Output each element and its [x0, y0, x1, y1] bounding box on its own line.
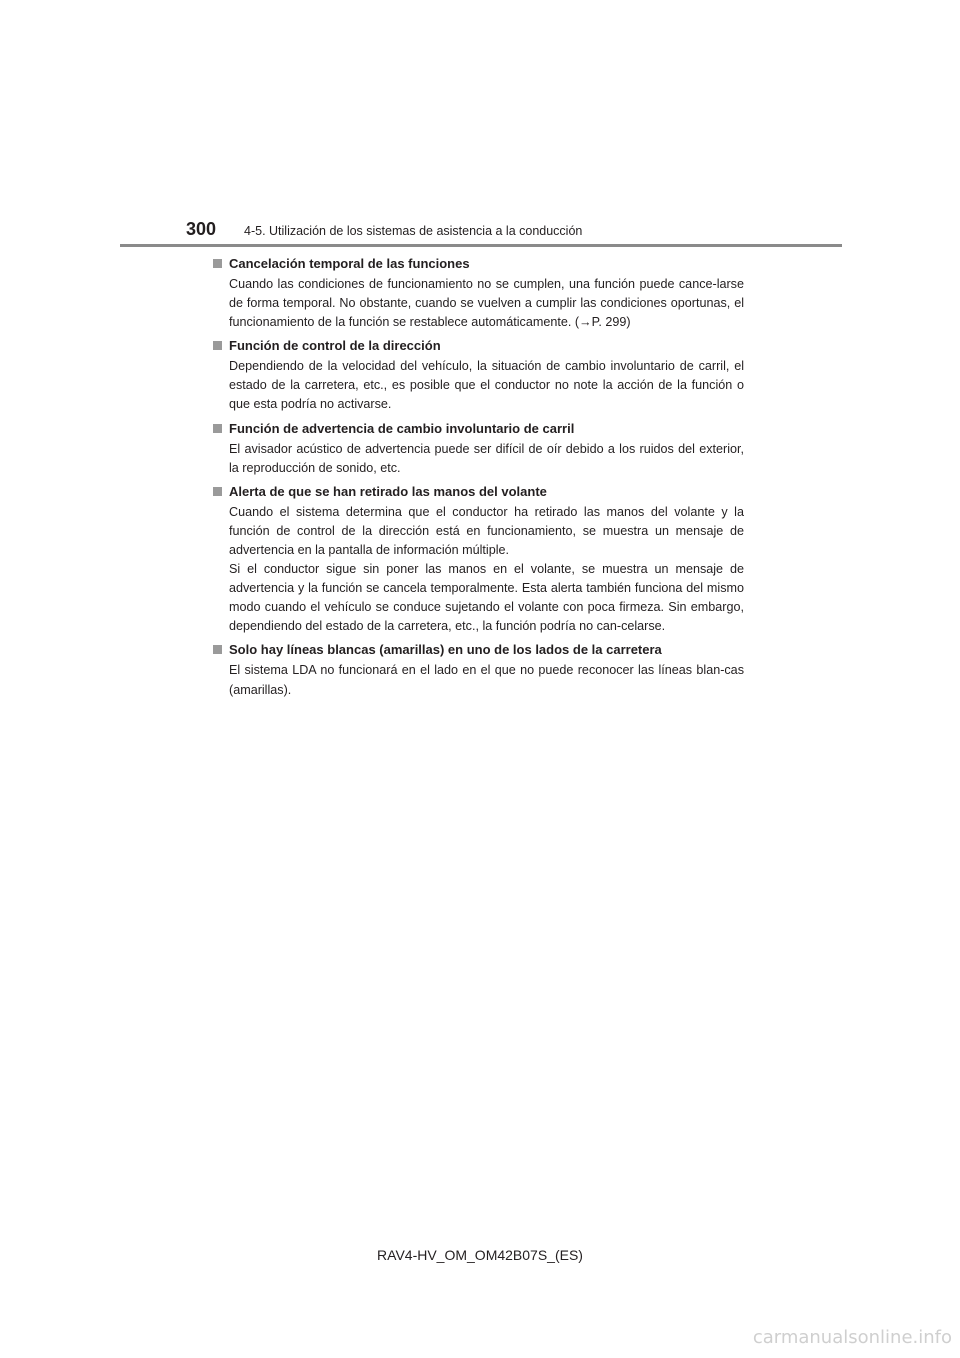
section-lineas-un-lado	[212, 642, 744, 699]
section-heading	[212, 484, 744, 500]
square-bullet-icon	[213, 487, 222, 496]
section-heading-text: Función de advertencia de cambio involuntario de carril	[229, 420, 575, 436]
section-body	[212, 275, 744, 332]
section-heading	[212, 421, 744, 437]
section-heading	[212, 256, 744, 272]
section-alerta-manos-volante	[212, 484, 744, 637]
page-number: 300	[186, 219, 217, 239]
square-bullet-icon	[213, 259, 222, 268]
paragraph: El sistema LDA no funcionará en el lado en el que no puede reconocer las líneas blan-cas (amarillas).	[229, 663, 744, 697]
section-body	[212, 661, 744, 699]
square-bullet-icon	[213, 645, 222, 654]
section-heading-text: Función de control de la dirección	[229, 338, 441, 354]
header-rule	[120, 244, 842, 247]
page-content	[212, 256, 744, 706]
paragraph: Cuando el sistema determina que el conductor ha retirado las manos del volante y la función de control de la dirección está en funcionamiento, se muestra un mensaje de advertencia en la pantalla de información múltiple.	[229, 504, 744, 557]
paragraph: Dependiendo de la velocidad del vehículo, la situación de cambio involuntario de carril, el estado de la carretera, etc., es posible que el conductor no note la acción de la función o que esta podría no activarse.	[229, 359, 744, 412]
section-heading-text: Cancelación temporal de las funciones	[229, 256, 470, 271]
watermark: carmanualsonline.info	[752, 1327, 952, 1348]
paragraph: Cuando las condiciones de funcionamiento no se cumplen, una función puede cance-larse de forma temporal. No obstante, cuando se vuelven a cumplir las condiciones oportunas, el funcionamiento de la función se restablece automáticamente. (→P. 299)	[229, 277, 744, 330]
section-body	[212, 357, 744, 414]
square-bullet-icon	[213, 341, 222, 350]
section-cancelacion-temporal	[212, 256, 744, 332]
section-heading	[212, 642, 744, 658]
section-heading	[212, 338, 744, 354]
paragraph: El avisador acústico de advertencia puede ser difícil de oír debido a los ruidos del exterior, la reproducción de sonido, etc.	[229, 441, 744, 475]
square-bullet-icon	[213, 424, 222, 433]
paragraph: Si el conductor sigue sin poner las manos en el volante, se muestra un mensaje de advertencia y la función se cancela temporalmente. Esta alerta también funciona del mismo modo cuando el vehículo se conduce sujetando el volante con poca firmeza. Sin embargo, dependiendo del estado de la carretera, etc., la función podría no can-celarse.	[229, 562, 744, 634]
section-heading-text: Alerta de que se han retirado las manos del volante	[229, 483, 547, 499]
section-heading-text: Solo hay líneas blancas (amarillas) en uno de los lados de la carretera	[229, 642, 662, 658]
section-body	[212, 503, 744, 637]
section-body	[212, 440, 744, 478]
section-advertencia-cambio-carril	[212, 421, 744, 478]
document-code: RAV4-HV_OM_OM42B07S_(ES)	[377, 1247, 583, 1263]
section-control-direccion	[212, 338, 744, 414]
section-header: 4-5. Utilización de los sistemas de asistencia a la conducción	[244, 224, 583, 238]
